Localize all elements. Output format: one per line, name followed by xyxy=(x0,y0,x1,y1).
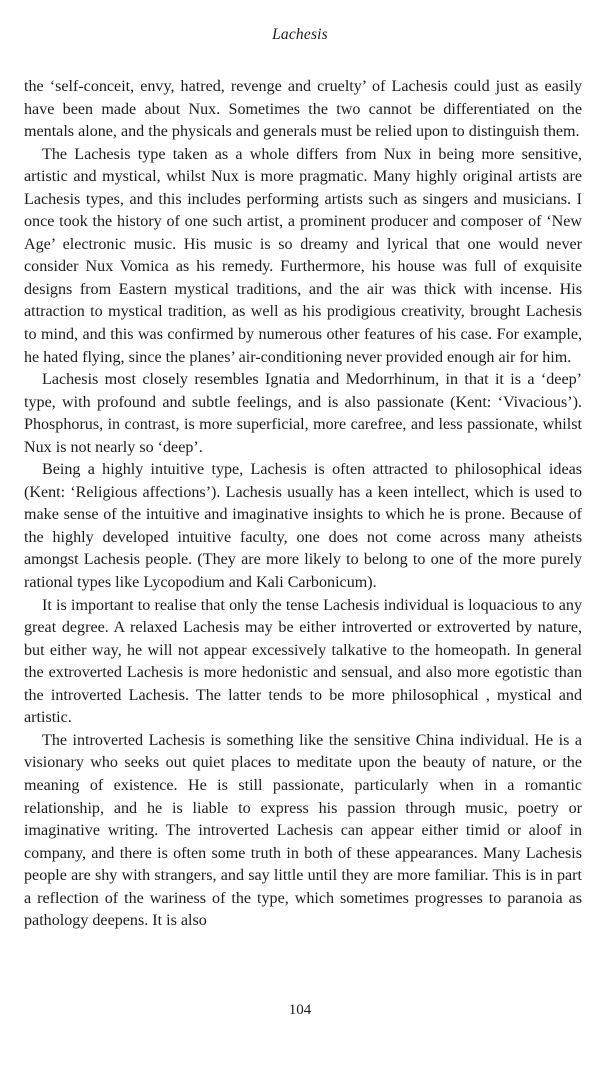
paragraph: It is important to realise that only the tense Lachesis individual is loquacious to any great degree. A relaxed Lachesis may be either introverted or extroverted by nature, but either way, he will not appear excessively talkative to the homeopath. In general the extroverted Lachesis is more hedonistic and sensual, and also more egotistic than the introverted Lachesis. The latter tends to be more philosophical , mystical and artistic. xyxy=(24,596,582,727)
paragraph: Being a highly intuitive type, Lachesis is often attracted to philosophical ideas (Kent: ‘Religious affections’). Lachesis usually has a keen intellect, which is used to make sense of the intuitive and imaginative insights to which he is prone. Because of the highly developed intuitive faculty, one does not come across many atheists amongst Lachesis people. (They are more likely to belong to one of the more purely rational types like Lycopodium and Kali Carbonicum). xyxy=(24,461,582,592)
page-number: 104 xyxy=(288,1002,312,1018)
body-text xyxy=(24,76,582,933)
paragraph: Lachesis most closely resembles Ignatia and Medorrhinum, in that it is a ‘deep’ type, with profound and subtle feelings, and is also passionate (Kent: ‘Vivacious’). Phosphorus, in contrast, is more superficial, more carefree, and less passionate, whilst Nux is not nearly so ‘deep’. xyxy=(24,371,582,456)
running-head: Lachesis xyxy=(272,26,328,43)
paragraph: The introverted Lachesis is something like the sensitive China individual. He is a visionary who seeks out quiet places to meditate upon the beauty of nature, or the meaning of existence. He is still passionate, particularly when in a romantic relationship, and he is liable to express his passion through music, poetry or imaginative writing. The introverted Lachesis can appear either timid or aloof in company, and there is often some truth in both of these appearances. Many Lachesis people are shy with strangers, and say little until they are more familiar. This is in part a reflection of the wariness of the type, which sometimes progresses to paranoia as pathology deepens. It is also xyxy=(24,731,582,930)
paragraph: The Lachesis type taken as a whole differs from Nux in being more sensitive, artistic and mystical, whilst Nux is more pragmatic. Many highly original artists are Lachesis types, and this includes performing artists such as singers and musicians. I once took the history of one such artist, a prominent producer and composer of ‘New Age’ electronic music. His music is so dreamy and lyrical that one would never consider Nux Vomica as his remedy. Furthermore, his house was full of exquisite designs from Eastern mystical traditions, and the air was thick with incense. His attraction to mystical tradition, as well as his prodigious creativity, brought Lachesis to mind, and this was confirmed by numerous other features of his case. For example, he hated flying, since the planes’ air-conditioning never provided enough air for him. xyxy=(24,145,582,366)
paragraph-continued: the ‘self-conceit, envy, hatred, revenge and cruelty’ of Lachesis could just as easily have been made about Nux. Sometimes the two cannot be differentiated on the mentals alone, and the physicals and generals must be relied upon to distinguish them. xyxy=(24,78,582,141)
